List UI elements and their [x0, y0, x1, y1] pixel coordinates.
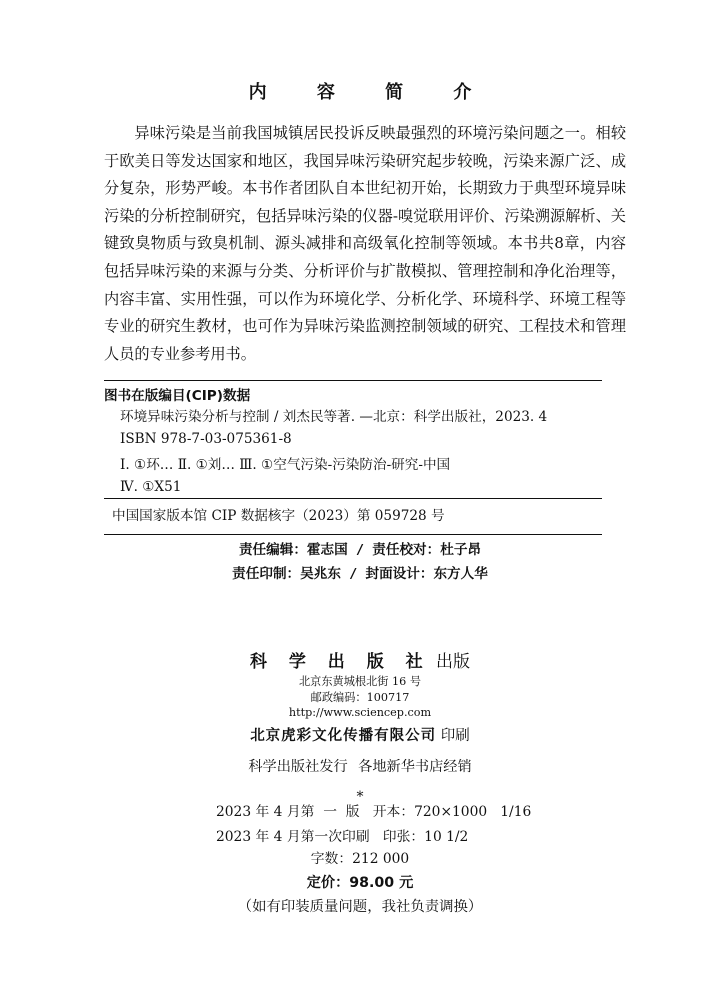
- publisher-name-suffix: 出版: [436, 652, 471, 672]
- quality-notice: （如有印装质量问题，我社负责调换）: [237, 899, 483, 915]
- separator-asterisk: *: [356, 788, 364, 805]
- cip-middle-rule: [104, 498, 602, 499]
- publisher-block: [0, 650, 720, 805]
- printer-name: 北京虎彩文化传播有限公司: [250, 727, 437, 744]
- cip-record: 环境异味污染分析与控制 / 刘杰民等著. —北京：科学出版社，2023. 4: [120, 409, 548, 425]
- publisher-address: 北京东黄城根北街 16 号: [298, 675, 422, 688]
- printer-line: [0, 723, 720, 749]
- cip-classification: Ⅰ. ①环… Ⅱ. ①刘… Ⅲ. ①空气污染-污染防治-研究-中国: [120, 457, 451, 473]
- cip-classification-2: Ⅳ. ①X51: [120, 479, 182, 495]
- publisher-name: 科 学 出 版 社: [249, 652, 431, 672]
- publisher-name-line: [0, 650, 720, 674]
- edition-line: 2023 年 4 月第 一 版 开本：720×1000 1/16: [216, 804, 532, 820]
- cip-isbn: ISBN 978-7-03-075361-8: [120, 431, 292, 447]
- cip-top-rule: [104, 380, 602, 381]
- publisher-website: http://www.sciencep.com: [288, 706, 432, 719]
- printer-suffix: 印刷: [440, 727, 470, 744]
- cip-bottom-rule: [104, 534, 602, 535]
- word-count: 字数：212 000: [310, 851, 410, 867]
- page-title: 内 容 简 介: [248, 82, 494, 103]
- publisher-postcode: 邮政编码：100717: [310, 690, 410, 704]
- credit-line-production: 责任印制：吴兆东 / 封面设计：东方人华: [232, 566, 488, 582]
- distribution-line: 科学出版社发行 各地新华书店经销: [248, 758, 472, 775]
- credit-line-editors: 责任编辑：霍志国 / 责任校对：杜子昂: [238, 542, 482, 558]
- print-specs: [216, 800, 531, 849]
- cip-block: [104, 380, 602, 535]
- cip-heading: 图书在版编目(CIP)数据: [104, 388, 251, 404]
- printing-line: 2023 年 4 月第一次印刷 印张：10 1/2: [216, 828, 469, 845]
- editorial-credits: [0, 538, 720, 586]
- content-summary: 异味污染是当前我国城镇居民投诉反映最强烈的环境污染问题之一。相较于欧美日等发达国家和地区，我国异味污染研究起步较晚，污染来源广泛、成分复杂，形势严峻。本书作者团队自本世纪初开始，长期致力于典型环境异味污染的分析控制研究，包括异味污染的仪器-嗅觉联用评价、污染溯源解析、关键致臭物质与致臭机制、源头减排和高级氧化控制等领域。本书共8章，内容包括异味污染的来源与分类、分析评价与扩散模拟、管理控制和净化治理等，内容丰富、实用性强，可以作为环境化学、分析化学、环境科学、环境工程等专业的研究生教材，也可作为异味污染监测控制领域的研究、工程技术和管理人员的专业参考用书。: [104, 124, 626, 363]
- price: 定价：98.00 元: [306, 875, 414, 891]
- cip-verification: 中国国家版本馆 CIP 数据核字（2023）第 059728 号: [112, 508, 445, 524]
